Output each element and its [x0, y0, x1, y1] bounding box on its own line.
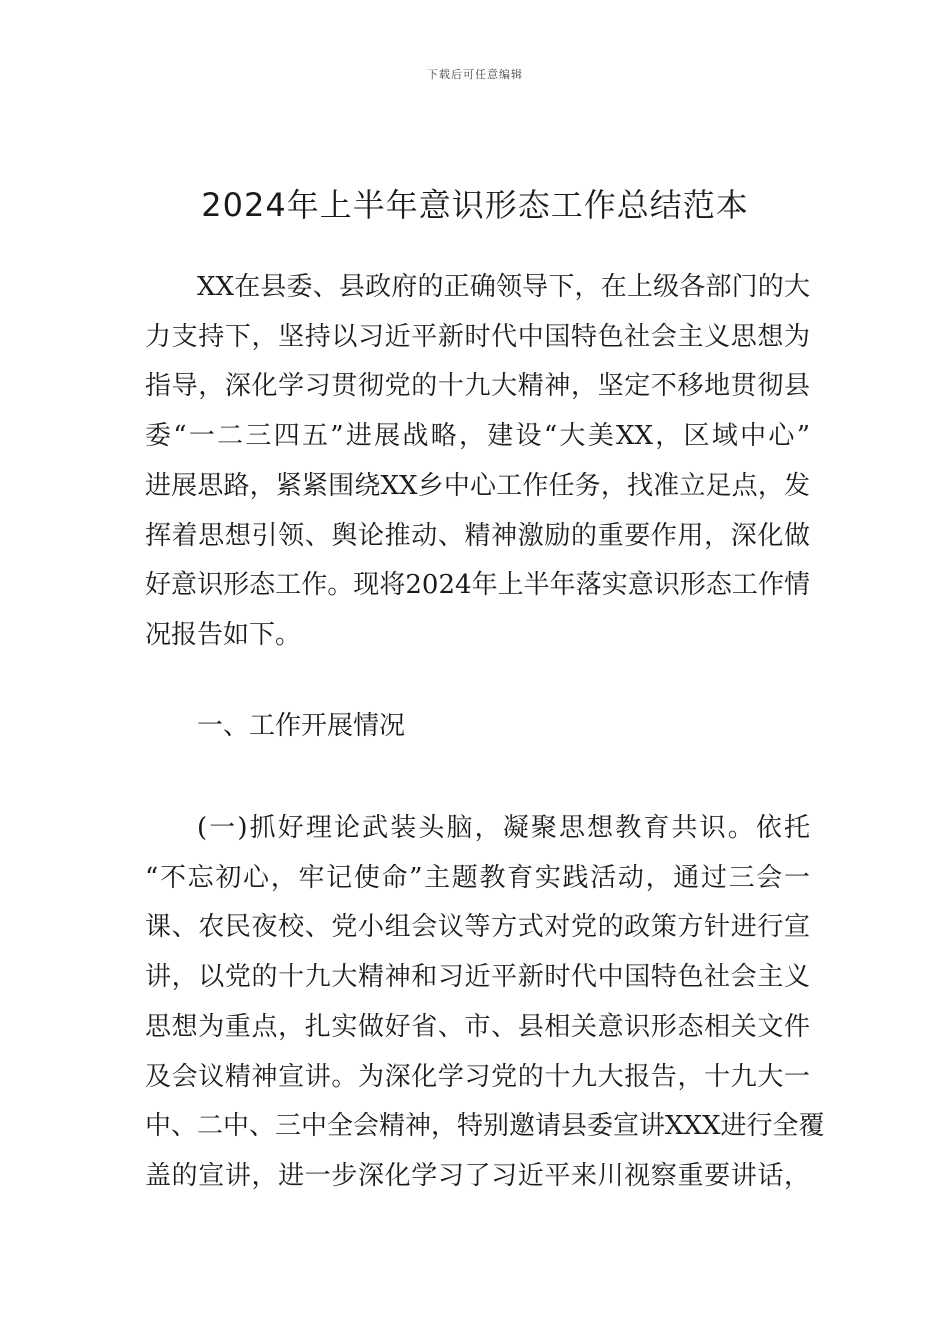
paragraph-one: [145, 804, 825, 1202]
intro-line: 好意识形态工作。现将2024年上半年落实意识形态工作情: [145, 570, 810, 601]
paragraph-line: 思想为重点，扎实做好省、市、县相关意识形态相关文件: [145, 1011, 810, 1042]
section-heading: 一、工作开展情况: [197, 711, 406, 741]
intro-paragraph: [145, 263, 810, 661]
paragraph-line: (一)抓好理论武装头脑，凝聚思想教育共识。依托: [197, 813, 810, 843]
paragraph-line: 盖的宣讲，进一步深化学习了习近平来川视察重要讲话，: [145, 1160, 810, 1191]
intro-line: 进展思路，紧紧围绕XX乡中心工作任务，找准立足点，发: [145, 470, 810, 501]
paragraph-line: 及会议精神宣讲。为深化学习党的十九大报告，十九大一: [145, 1061, 810, 1092]
paragraph-line: 课、农民夜校、党小组会议等方式对党的政策方针进行宣: [145, 912, 810, 943]
intro-line: XX在县委、县政府的正确领导下，在上级各部门的大: [197, 272, 810, 302]
intro-line: 指导，深化学习贯彻党的十九大精神，坚定不移地贯彻县: [145, 371, 810, 402]
document-title: 2024年上半年意识形态工作总结范本: [201, 186, 749, 224]
paragraph-line: 中、二中、三中全会精神，特别邀请县委宣讲XXX进行全覆: [145, 1111, 825, 1142]
intro-line: 力支持下，坚持以习近平新时代中国特色社会主义思想为: [145, 321, 810, 352]
intro-line: 况报告如下。: [145, 619, 302, 650]
paragraph-line: “不忘初心，牢记使命”主题教育实践活动，通过三会一: [145, 862, 810, 893]
intro-line: 委“一二三四五”进展战略，建设“大美XX，区域中心”: [145, 421, 810, 452]
header-note: 下载后可任意编辑: [427, 68, 523, 81]
intro-line: 挥着思想引领、舆论推动、精神激励的重要作用，深化做: [145, 520, 810, 551]
paragraph-line: 讲，以党的十九大精神和习近平新时代中国特色社会主义: [145, 962, 810, 993]
section-heading-block: [145, 702, 810, 752]
